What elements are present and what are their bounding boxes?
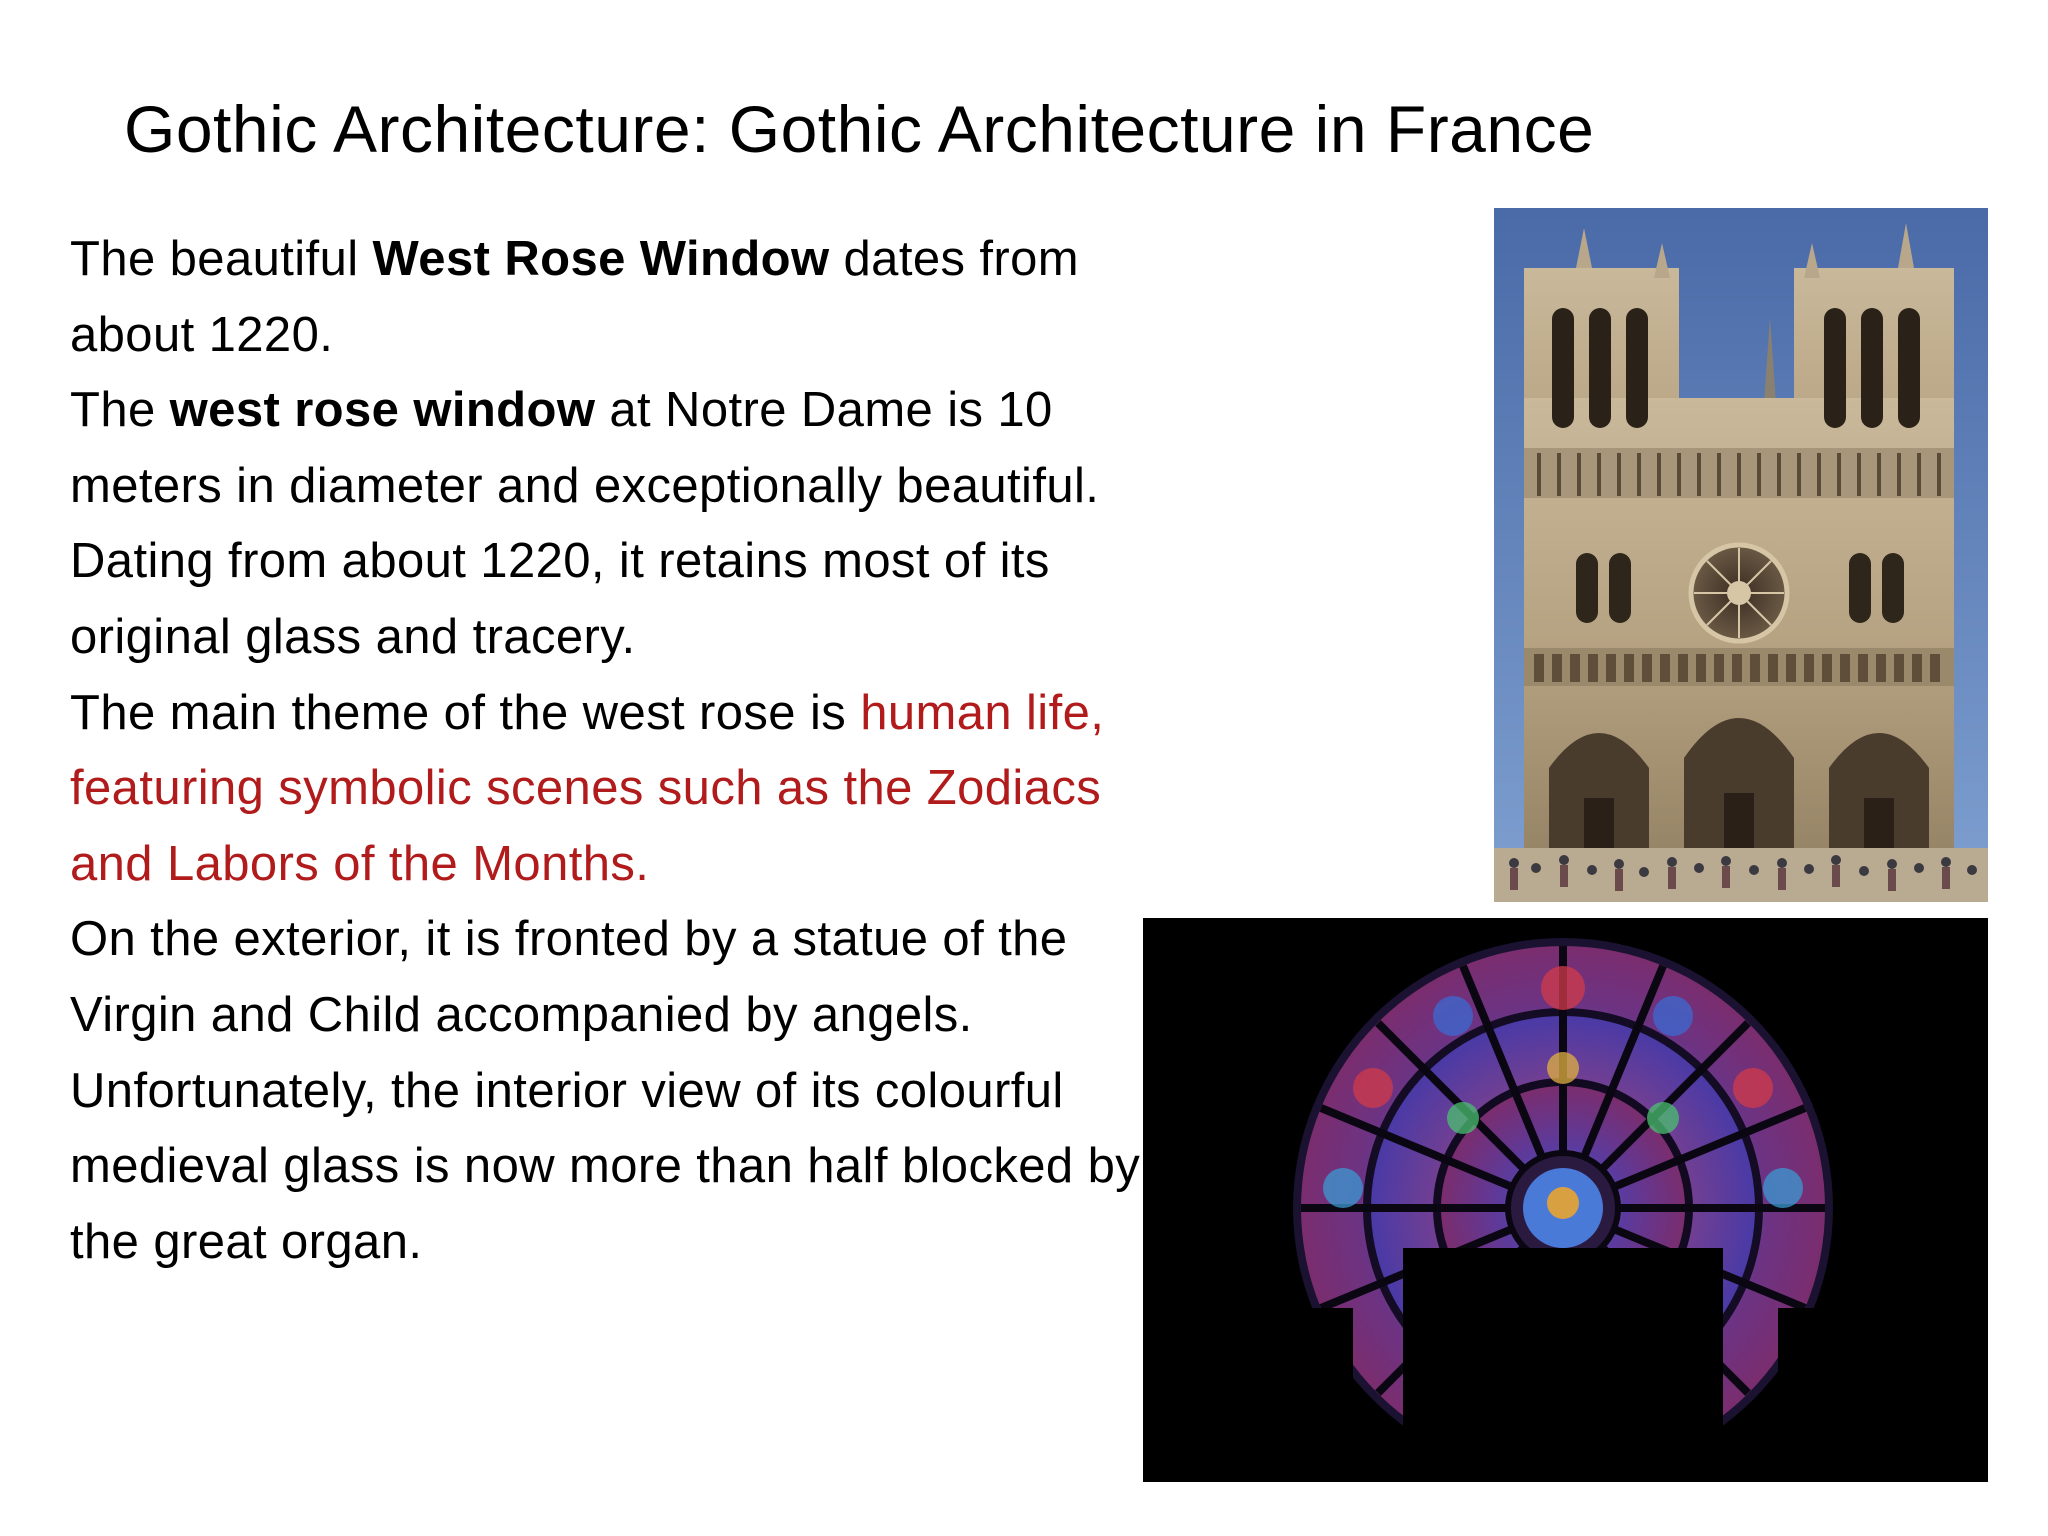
rose-window-image	[1143, 918, 1988, 1482]
paragraph-diameter: The west rose window at Notre Dame is 10 meters in diameter and exceptionally beautiful.	[70, 383, 1100, 513]
cathedral-facade-image	[1494, 208, 1988, 902]
bold-term-west-rose-window: West Rose Window	[372, 232, 830, 286]
highlight-theme-text: human life, featuring symbolic scenes such as the Zodiacs and Labors of the Months.	[70, 685, 1105, 891]
paragraph-great-organ: Unfortunately, the interior view of its colourful medieval glass is now more than half blocked by the great organ.	[70, 1063, 1141, 1269]
paragraph-west-rose-date: The beautiful West Rose Window dates from about 1220.	[70, 232, 1080, 362]
paragraph-original-glass: Dating from about 1220, it retains most of its original glass and tracery.	[70, 534, 1050, 664]
paragraph-theme: The main theme of the west rose is human life, featuring symbolic scenes such as the Zodiacs and Labors of the Months.	[70, 685, 1105, 891]
slide-title: Gothic Architecture: Gothic Architecture in France	[124, 92, 1595, 166]
paragraph-exterior-statue: On the exterior, it is fronted by a statue of the Virgin and Child accompanied by angels.	[70, 912, 1068, 1042]
body-text	[70, 222, 1150, 1280]
bold-term-west-rose-window-lower: west rose window	[169, 383, 596, 438]
